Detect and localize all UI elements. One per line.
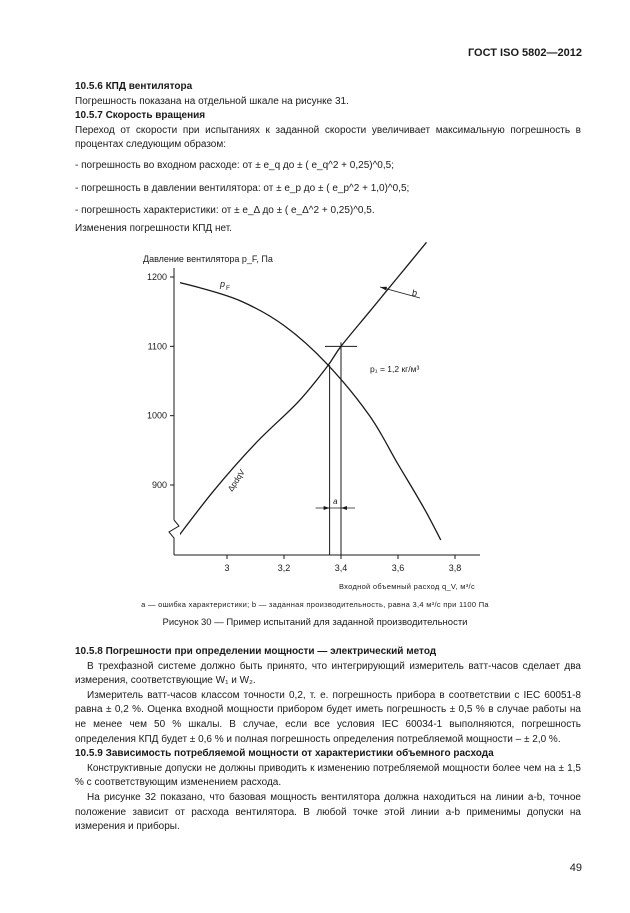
x-tick-label: 3,4: [334, 563, 348, 573]
figure-legend: a — ошибка характеристики; b — заданная производительность, равна 3,4 м³/с при 1100 Па: [141, 600, 489, 609]
y-tick-label: 1100: [147, 341, 167, 352]
leader-b-arrow: [380, 287, 387, 291]
heading-10-5-6: 10.5.6 КПД вентилятора: [75, 81, 193, 92]
paragraph-efficiency: Изменения погрешности КПД нет.: [75, 222, 232, 234]
y-axis-break: [169, 520, 179, 555]
paragraph-10-5-8-1: В трехфазной системе должно быть принято, что интегрирующий измеритель ватт-часов сделает два измерения, соответствующие W₁ и W₂.: [75, 660, 581, 687]
label-pF-sub: F: [226, 285, 230, 292]
document-id: ГОСТ ISO 5802—2012: [467, 47, 582, 59]
dimension-a-arrow-left: [324, 506, 330, 510]
y-axis-label: Давление вентилятора p_F, Па: [143, 254, 273, 264]
list-item-pressure: - погрешность в давлении вентилятора: от ± e_p до ± ( e_p^2 + 1,0)^0,5;: [75, 182, 410, 194]
curve-pF: [156, 277, 455, 568]
paragraph-10-5-6: Погрешность показана на отдельной шкале на рисунке 31.: [75, 95, 349, 107]
y-tick-label: 1000: [146, 410, 167, 421]
x-tick-label: 3,2: [277, 563, 291, 573]
paragraph-10-5-7-intro: Переход от скорости при испытаниях к заданной скорости увеличивает максимальную погрешность в процентах следующим образом:: [75, 124, 581, 151]
curve-system: [170, 242, 427, 547]
heading-10-5-9: 10.5.9 Зависимость потребляемой мощности от характеристики объемного расхода: [75, 748, 494, 760]
y-tick-label: 1200: [146, 272, 167, 282]
list-item-characteristic: - погрешность характеристики: от ± e_Δ до ± ( e_Δ^2 + 0,25)^0,5.: [75, 205, 375, 217]
x-axis-label: Входной объемный расход q_V, м³/с: [338, 582, 475, 591]
x-tick-label: 3: [224, 563, 230, 573]
x-tick-label: 3,6: [391, 563, 405, 573]
density-annotation: p₁ = 1,2 кг/м³: [370, 364, 420, 374]
y-tick-label: 900: [151, 480, 167, 490]
dimension-a-label: a: [333, 497, 338, 506]
label-system-curve: ΔpdqV: [226, 468, 247, 494]
list-item-flow: - погрешность во входном расходе: от ± e_q до ± ( e_q^2 + 0,25)^0,5;: [75, 159, 394, 171]
text-block-bottom: [75, 645, 581, 835]
dimension-a-arrow-right: [341, 506, 347, 510]
x-tick-label: 3,8: [448, 563, 462, 573]
heading-10-5-8: 10.5.8 Погрешности при определении мощности — электрический метод: [75, 646, 437, 657]
paragraph-10-5-8-2: Измеритель ватт-часов классом точности 0,2, т. е. погрешность прибора в соответствии с IEC 60051-8 равна ± 0,2 %. Оценка входной мощности прибором будет иметь погрешность ± 0,5 % в случае работы на не менее чем 50 % шкалы. В случае, если все условия IEC 60034-1 выполняются, погрешность определения КПД будет ± 0,6 % и полная погрешность определения потребляемой мощности – ± 2,0 %.: [75, 689, 581, 745]
paragraph-10-5-9-1: Конструктивные допуски не должны приводить к изменению потребляемой мощности более чем на ± 1,5 % с соответствующим изменением расхода.: [75, 762, 581, 789]
label-b: b: [412, 288, 418, 298]
figure-caption: Рисунок 30 — Пример испытаний для заданной производительности: [162, 617, 468, 628]
label-pF: p: [220, 279, 226, 289]
heading-10-5-7: 10.5.7 Скорость вращения: [75, 110, 206, 122]
paragraph-10-5-9-2: На рисунке 32 показано, что базовая мощность вентилятора должна находиться на линии a-b, точное положение зависит от расхода вентилятора. В любой точке этой линии a-b применимы допуски на измерения и приборы.: [75, 791, 581, 833]
page-number: 49: [569, 862, 582, 874]
